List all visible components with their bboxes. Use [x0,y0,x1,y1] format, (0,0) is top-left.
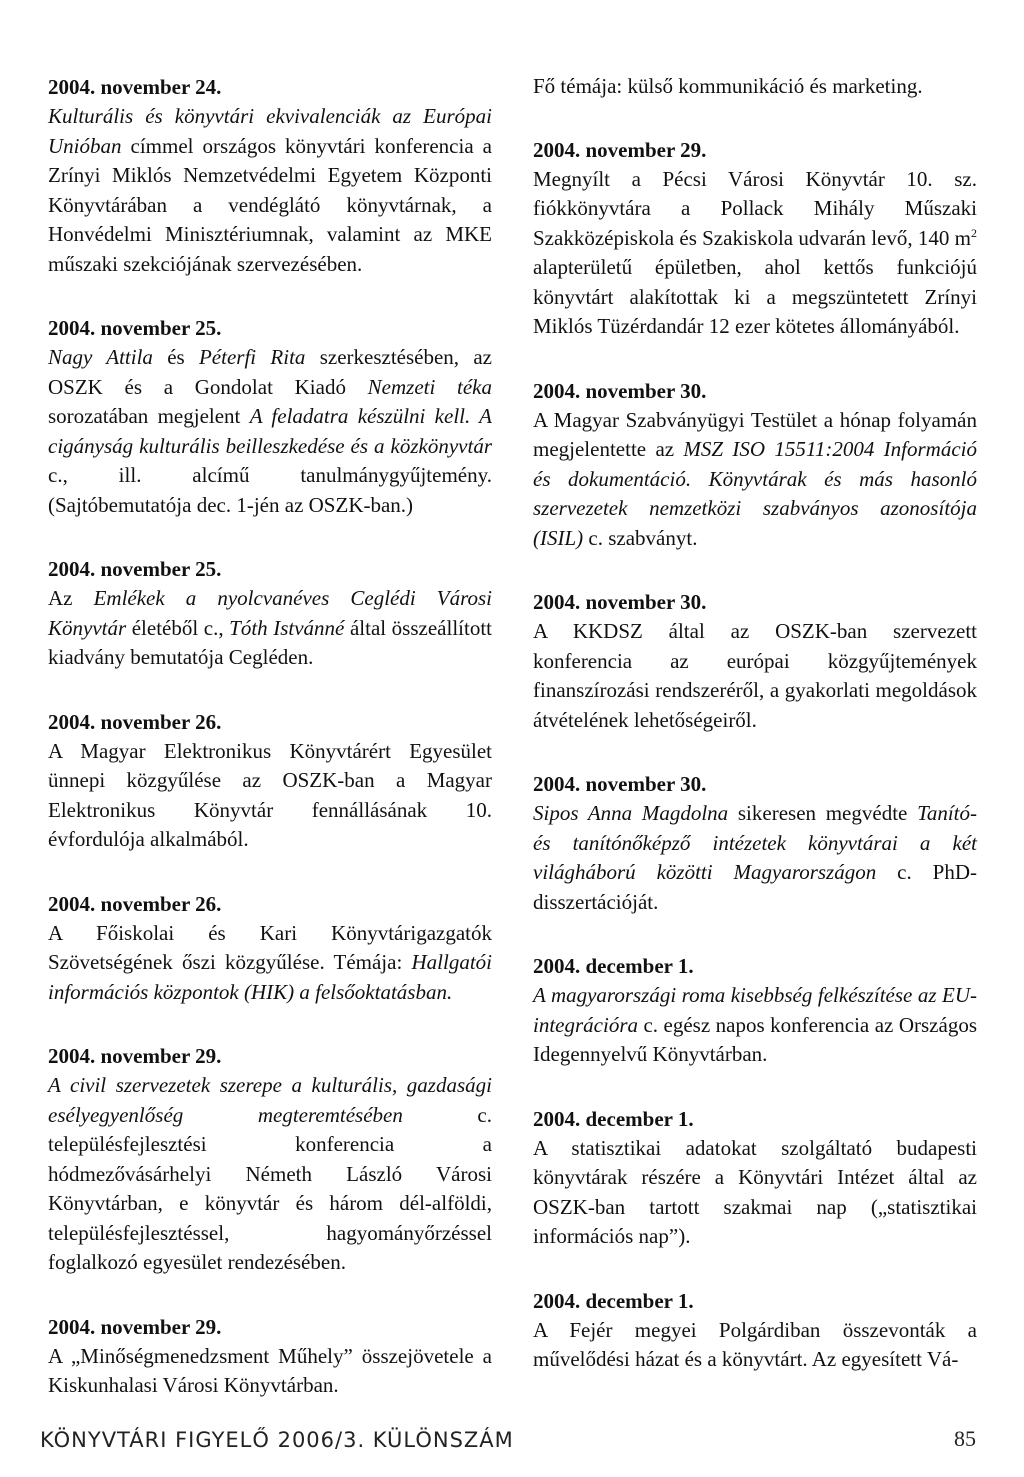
chronology-entry [48,313,492,520]
entry-text-segment: és [152,345,199,369]
entry-date: 2004. november 30. [533,378,707,403]
italic-title-text: MSZ ISO 15511:2004 Információ és dokumentáció. Könyvtárak és más hasonló szervezetek nemzetközi szabványos azonosítója (ISIL) [533,437,977,550]
entry-text-segment: c., ill. alcímű tanulmánygyűjtemény. (Sajtóbemutatója dec. 1-jén az OSZK-ban.) [48,463,492,517]
entry-text-segment: sikeresen megvédte [728,801,918,825]
entry-text-segment: alapterületű épületben, ahol kettős funkciójú könyvtárt alakítottak ki a megszüntetett Zrínyi Miklós Tüzérdandár 12 ezer kötetes állományából. [533,255,977,338]
journal-footer-title: KÖNYVTÁRI FIGYELŐ 2006/3. KÜLÖNSZÁM [40,1428,514,1452]
entry-text [533,1316,977,1375]
entry-text-segment: Az [48,586,94,610]
chronology-entry [48,707,492,855]
entry-date: 2004. november 24. [48,75,222,99]
entry-date: 2004. november 25. [48,557,222,581]
entry-text-segment: címmel országos könyvtári konferencia a Zrínyi Miklós Nemzetvédelmi Egyetem Központi Könyvtárában a vendéglátó könyvtárnak, a Honvédelmi Minisztériumnak, valamint az MKE műszaki szekciójának szervezésében. [48,133,492,276]
entry-date: 2004. november 25. [48,316,222,340]
italic-title-text: Sipos Anna Magdolna [533,801,729,825]
entry-text [533,1134,977,1252]
entry-text [533,799,977,917]
entry-text-segment: 2 [971,225,977,240]
entry-text-segment: c. egész napos konferencia az Országos Idegennyelvű Könyvtárban. [533,1012,977,1066]
italic-title-text: Tanító- és tanítónőképző intézetek könyvtárai a két világháború közötti Magyarországon [533,801,977,884]
entry-date: 2004. november 29. [48,1314,222,1339]
entry-text [48,1071,492,1278]
entry-text [48,737,492,855]
entry-date: 2004. november 26. [48,709,222,734]
italic-title-text: Péterfi Rita [198,345,306,369]
chronology-entry [533,951,977,1070]
entry-text-segment: A statisztikai adatokat szolgáltató budapesti könyvtárak részére a Könyvtári Intézet által az OSZK-ban tartott szakmai nap („statisztikai információs nap”). [533,1135,977,1248]
entry-text-segment: sorozatában megjelent [48,404,250,428]
entry-text-segment: A Fejér megyei Polgárdiban összevonták a művelődési házat és a könyvtárt. Az egyesített Vá- [533,1317,977,1371]
entry-date: 2004. december 1. [533,1288,694,1313]
italic-title-text: A magyarországi roma kisebbség felkészítése az EU-integrációra [533,983,977,1037]
chronology-entry [48,1312,492,1401]
italic-title-text: Emlékek a nyolcvanéves Ceglédi Városi Könyvtár [48,586,492,640]
italic-title-text: A civil szervezetek szerepe a kulturális, gazdasági esélyegyenlőség megteremtésében [48,1073,492,1127]
entry-date: 2004. november 29. [533,137,707,162]
page-number: 85 [954,1426,976,1451]
italic-title-text: Nagy Attila [48,345,153,369]
entry-text-segment: szerkesztésében, az OSZK és a Gondolat Kiadó [48,345,492,399]
entry-text-segment: c. szabványt. [583,525,698,550]
chronology-entry [48,1041,492,1278]
entry-text-segment: A „Minőségmenedzsment Műhely” összejövetele a Kiskunhalasi Városi Könyvtárban. [48,1343,492,1397]
chronology-entry [48,72,492,279]
entry-date: 2004. december 1. [533,954,694,978]
entry-text [48,919,492,1008]
chronology-entry [533,376,977,554]
italic-title-text: Kulturális és könyvtári ekvivalenciák az Európai Unióban [48,104,492,158]
entry-text [48,584,492,673]
entry-text [533,406,977,554]
entry-text-segment: Megnyílt a Pécsi Városi Könyvtár 10. sz. fiókkönyvtára a Pollack Mihály Műszaki Szakközépiskola és Szakiskola udvarán levő, 140 m [533,166,977,250]
entry-text-segment: c. PhD-disszertációját. [533,860,977,914]
entry-date: 2004. november 26. [48,891,222,916]
entry-text [48,1342,492,1401]
chronology-entry [533,587,977,735]
entry-text-segment: c. településfejlesztési konferencia a hódmezővásárhelyi Németh László Városi Könyvtárban, e könyvtár és három dél-alföldi, településfejlesztéssel, hagyományőrzéssel foglalkozó egyesület rendezésében. [48,1102,493,1274]
italic-title-text: Tóth Istvánné [229,615,345,640]
chronology-entry [48,889,492,1008]
entry-text-segment: Fő témája: külső kommunikáció és marketing. [533,74,923,98]
entry-text-segment: A Magyar Szabványügyi Testület a hónap folyamán megjelentette az [533,407,977,461]
chronology-entry [533,1104,977,1252]
chronology-entry [533,72,977,102]
italic-title-text: Hallgatói információs központok (HIK) a felsőoktatásban. [48,950,492,1004]
chronology-entry [533,135,977,342]
left-column [48,72,492,1435]
chronology-entry [533,1286,977,1375]
entry-text-segment: által összeállított kiadvány bemutatója Cegléden. [48,615,492,669]
chronology-entry [533,769,977,917]
entry-date: 2004. november 30. [533,590,707,614]
italic-title-text: Nemzeti téka [367,374,492,399]
entry-date: 2004. december 1. [533,1106,694,1131]
italic-title-text: A feladatra készülni kell. A cigányság kulturális beilleszkedése és a közkönyvtár [48,404,492,458]
chronology-entry [48,554,492,673]
entry-text [533,165,977,342]
entry-date: 2004. november 30. [533,772,707,796]
entry-text [533,72,977,102]
entry-text [48,102,492,279]
entry-text [48,343,492,520]
entry-text [533,981,977,1070]
entry-date: 2004. november 29. [48,1044,222,1068]
entry-text [533,617,977,735]
right-column [533,72,977,1409]
entry-text-segment: életéből c., [126,615,230,640]
entry-text-segment: A Magyar Elektronikus Könyvtárért Egyesület ünnepi közgyűlése az OSZK-ban a Magyar Elektronikus Könyvtár fennállásának 10. évfordulója alkalmából. [48,738,492,851]
entry-text-segment: A KKDSZ által az OSZK-ban szervezett konferencia az európai közgyűjtemények finanszírozási rendszeréről, a gyakorlati megoldások átvételének lehetőségeiről. [533,619,977,732]
entry-text-segment: A Főiskolai és Kari Könyvtárigazgatók Szövetségének őszi közgyűlése. Témája: [48,920,492,974]
